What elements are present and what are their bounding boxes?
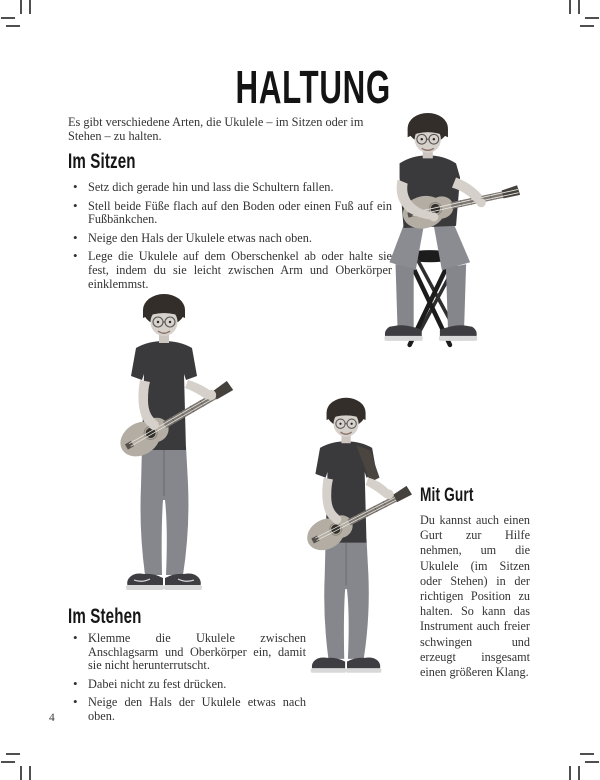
crop-mark-tl-v1: [20, 0, 22, 14]
list-item: • Neige den Hals der Ukulele etwas nach oben.: [68, 232, 392, 246]
crop-mark-br-h1: [585, 761, 599, 763]
list-item: • Stell beide Füße flach auf den Boden oder einen Fuß auf ein Fußbänkchen.: [68, 200, 392, 227]
heading-im-stehen: Im Stehen: [68, 605, 142, 628]
heading-mit-gurt: Mit Gurt: [420, 485, 474, 506]
heading-im-sitzen: Im Sitzen: [68, 150, 136, 173]
list-item: • Lege die Ukulele auf dem Oberschenkel ab oder halte sie fest, indem du sie leicht zwischen Arm und Oberkörper einklemmst.: [68, 250, 392, 291]
photo-boy-standing-ukulele: [80, 288, 250, 603]
list-item: • Setz dich gerade hin und lass die Schultern fallen.: [68, 181, 392, 195]
crop-mark-br-v1: [569, 766, 571, 780]
page-title: HALTUNG: [235, 61, 391, 113]
photo-boy-sitting-ukulele: [383, 113, 523, 355]
crop-mark-tl-v2: [29, 0, 31, 14]
page-number: 4: [49, 712, 55, 724]
crop-mark-tr-h1: [585, 17, 599, 19]
crop-mark-bl-h1: [1, 761, 15, 763]
list-item: • Neige den Hals der Ukulele etwas nach oben.: [68, 696, 306, 723]
crop-mark-bl-v2: [29, 766, 31, 780]
list-item: • Klemme die Ukulele zwischen Anschlagsarm und Oberkörper ein, damit sie nicht herunterrutscht.: [68, 632, 306, 673]
crop-mark-br-h2: [580, 753, 594, 755]
mit-gurt-paragraph: Du kannst auch einen Gurt zur Hilfe nehmen, um die Ukulele (im Sitzen oder Stehen) in der richtigen Position zu halten. So kann das Instrument auch freier schwingen und erzeugt insgesamt einen größeren Klang.: [420, 513, 530, 680]
list-item: • Dabei nicht zu fest drücken.: [68, 678, 306, 692]
crop-mark-bl-v1: [20, 766, 22, 780]
crop-mark-tr-v1: [569, 0, 571, 14]
crop-mark-tl-h2: [6, 25, 20, 27]
list-im-sitzen: [68, 181, 392, 296]
boy-standing-ukulele-illustration: [80, 288, 250, 603]
crop-mark-tl-h1: [1, 17, 15, 19]
crop-mark-br-v2: [578, 766, 580, 780]
crop-mark-bl-h2: [6, 753, 20, 755]
crop-mark-tr-v2: [578, 0, 580, 14]
intro-paragraph: Es gibt verschiedene Arten, die Ukulele – im Sitzen oder im Stehen – zu halten.: [68, 115, 364, 143]
crop-mark-tr-h2: [580, 25, 594, 27]
boy-sitting-ukulele-illustration: [383, 113, 523, 355]
list-im-stehen: [68, 632, 306, 729]
